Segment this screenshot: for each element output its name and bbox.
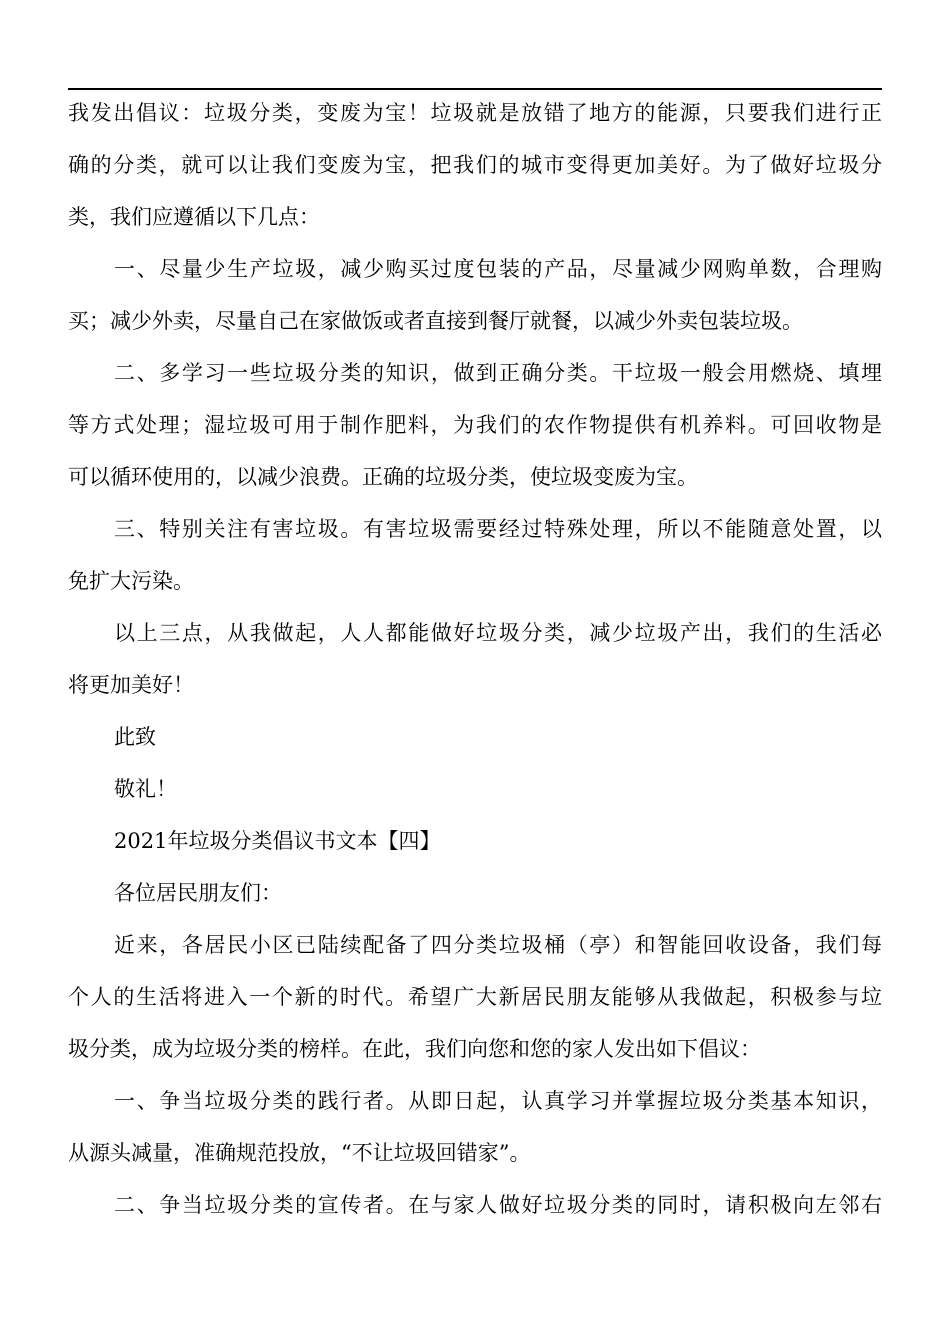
text-line: 一、争当垃圾分类的践行者。从即日起，认真学习并掌握垃圾分类基本知识， <box>114 1089 882 1113</box>
closing-regards: 敬礼！ <box>114 777 177 801</box>
section-heading: 2021年垃圾分类倡议书文本【四】 <box>114 829 441 853</box>
text-line: 买；减少外卖，尽量自己在家做饭或者直接到餐厅就餐，以减少外卖包装垃圾。 <box>68 309 803 333</box>
text-line: 二、多学习一些垃圾分类的知识，做到正确分类。干垃圾一般会用燃烧、填埋 <box>114 361 882 385</box>
text-line: 免扩大污染。 <box>68 569 194 593</box>
document-body <box>68 98 882 1242</box>
text-line: 确的分类，就可以让我们变废为宝，把我们的城市变得更加美好。为了做好垃圾分 <box>68 153 882 177</box>
text-line: 个人的生活将进入一个新的时代。希望广大新居民朋友能够从我做起，积极参与垃 <box>68 985 882 1009</box>
text-line: 一、尽量少生产垃圾，减少购买过度包装的产品，尽量减少网购单数，合理购 <box>114 257 882 281</box>
text-line: 以上三点，从我做起，人人都能做好垃圾分类，减少垃圾产出，我们的生活必 <box>114 621 882 645</box>
text-line: 类，我们应遵循以下几点： <box>68 205 320 229</box>
text-line: 可以循环使用的，以减少浪费。正确的垃圾分类，使垃圾变废为宝。 <box>68 465 698 489</box>
closing-salutation: 此致 <box>114 725 156 749</box>
text-line: 圾分类，成为垃圾分类的榜样。在此，我们向您和您的家人发出如下倡议： <box>68 1037 761 1061</box>
text-line: 近来，各居民小区已陆续配备了四分类垃圾桶（亭）和智能回收设备，我们每 <box>114 933 882 957</box>
header-rule <box>68 88 882 90</box>
text-line: 将更加美好！ <box>68 673 194 697</box>
greeting: 各位居民朋友们： <box>114 881 282 905</box>
text-line: 三、特别关注有害垃圾。有害垃圾需要经过特殊处理，所以不能随意处置，以 <box>114 517 882 541</box>
text-line: 等方式处理；湿垃圾可用于制作肥料，为我们的农作物提供有机养料。可回收物是 <box>68 413 882 437</box>
text-line: 二、争当垃圾分类的宣传者。在与家人做好垃圾分类的同时，请积极向左邻右 <box>114 1193 882 1217</box>
text-line: 从源头减量，准确规范投放，“不让垃圾回错家”。 <box>68 1141 531 1165</box>
text-line: 我发出倡议：垃圾分类，变废为宝！垃圾就是放错了地方的能源，只要我们进行正 <box>68 101 882 125</box>
